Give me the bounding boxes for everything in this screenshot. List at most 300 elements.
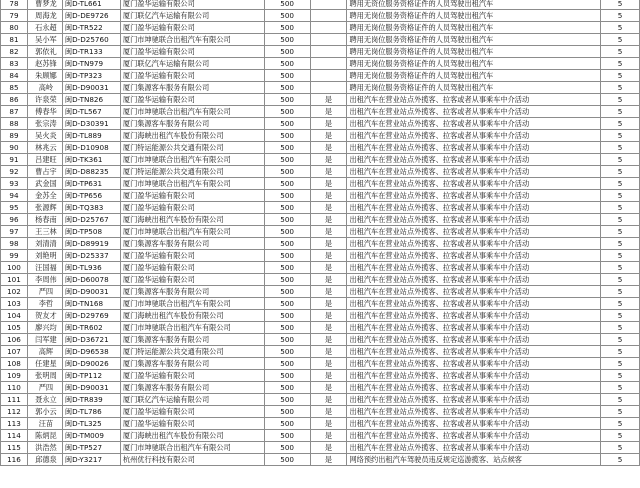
cell-violation-reason[interactable]: 聘用无岗位服务资格证件的人员驾驶出租汽车 [347,22,601,34]
cell-plate-number[interactable]: 闽D-TN979 [62,58,120,70]
cell-serial-number[interactable]: 90 [1,142,28,154]
cell-fine-amount[interactable]: 500 [264,142,310,154]
cell-company[interactable]: 厦门海峡出租汽车股份有限公司 [120,214,264,226]
cell-serial-number[interactable]: 112 [1,406,28,418]
cell-fine-amount[interactable]: 500 [264,190,310,202]
cell-violation-reason[interactable]: 出租汽车在营业站点外揽客、拉客或者从事乘车中介活动 [347,310,601,322]
cell-company[interactable]: 厦门集源客车服务有限公司 [120,118,264,130]
cell-flag[interactable]: 是 [310,202,347,214]
cell-serial-number[interactable]: 100 [1,262,28,274]
cell-driver-name[interactable]: 吕建旺 [27,154,62,166]
cell-plate-number[interactable]: 闽D-D90026 [62,358,120,370]
cell-score[interactable]: 5 [601,298,640,310]
cell-fine-amount[interactable]: 500 [264,214,310,226]
cell-driver-name[interactable]: 严四 [27,382,62,394]
cell-violation-reason[interactable]: 出租汽车在营业站点外揽客、拉客或者从事乘车中介活动 [347,406,601,418]
cell-violation-reason[interactable]: 出租汽车在营业站点外揽客、拉客或者从事乘车中介活动 [347,382,601,394]
cell-plate-number[interactable]: 闽D-TM009 [62,430,120,442]
cell-company[interactable]: 厦门市坤驰联合出租汽车有限公司 [120,442,264,454]
cell-score[interactable]: 5 [601,94,640,106]
cell-fine-amount[interactable]: 500 [264,370,310,382]
cell-flag[interactable]: 是 [310,310,347,322]
cell-score[interactable]: 5 [601,202,640,214]
cell-plate-number[interactable]: 闽D-D89919 [62,238,120,250]
cell-driver-name[interactable]: 朱顾娜 [27,70,62,82]
cell-score[interactable]: 5 [601,322,640,334]
cell-driver-name[interactable]: 张宗涛 [27,118,62,130]
cell-plate-number[interactable]: 闽D-D88235 [62,166,120,178]
cell-flag[interactable] [310,10,347,22]
cell-fine-amount[interactable]: 500 [264,274,310,286]
cell-score[interactable]: 5 [601,142,640,154]
cell-violation-reason[interactable]: 出租汽车在营业站点外揽客、拉客或者从事乘车中介活动 [347,238,601,250]
cell-driver-name[interactable]: 李哲 [27,298,62,310]
cell-violation-reason[interactable]: 出租汽车在营业站点外揽客、拉客或者从事乘车中介活动 [347,262,601,274]
cell-plate-number[interactable]: 闽D-TK361 [62,154,120,166]
cell-flag[interactable] [310,22,347,34]
cell-company[interactable]: 厦门特运能源公共交通有限公司 [120,346,264,358]
cell-company[interactable]: 厦门集源客车服务有限公司 [120,334,264,346]
cell-fine-amount[interactable]: 500 [264,22,310,34]
cell-serial-number[interactable]: 102 [1,286,28,298]
cell-fine-amount[interactable]: 500 [264,238,310,250]
cell-score[interactable]: 5 [601,34,640,46]
cell-company[interactable]: 厦门集源客车服务有限公司 [120,382,264,394]
cell-driver-name[interactable]: 石永超 [27,22,62,34]
cell-plate-number[interactable]: 闽D-Y3217 [62,454,120,466]
cell-fine-amount[interactable]: 500 [264,226,310,238]
cell-fine-amount[interactable]: 500 [264,118,310,130]
cell-company[interactable]: 厦门市坤驰联合出租汽车有限公司 [120,106,264,118]
cell-fine-amount[interactable]: 500 [264,250,310,262]
cell-score[interactable]: 5 [601,106,640,118]
cell-flag[interactable]: 是 [310,322,347,334]
cell-driver-name[interactable]: 郭依礼 [27,46,62,58]
cell-violation-reason[interactable]: 聘用无岗位服务资格证件的人员驾驶出租汽车 [347,58,601,70]
cell-fine-amount[interactable]: 500 [264,10,310,22]
cell-flag[interactable]: 是 [310,346,347,358]
cell-serial-number[interactable]: 97 [1,226,28,238]
cell-plate-number[interactable]: 闽D-TL786 [62,406,120,418]
cell-score[interactable]: 5 [601,58,640,70]
cell-plate-number[interactable]: 闽D-TP656 [62,190,120,202]
cell-driver-name[interactable]: 吴火炎 [27,130,62,142]
cell-driver-name[interactable]: 洪浩然 [27,442,62,454]
cell-company[interactable]: 厦门市坤驰联合出租汽车有限公司 [120,298,264,310]
cell-flag[interactable]: 是 [310,406,347,418]
cell-violation-reason[interactable]: 出租汽车在营业站点外揽客、拉客或者从事乘车中介活动 [347,418,601,430]
cell-flag[interactable]: 是 [310,142,347,154]
cell-violation-reason[interactable]: 出租汽车在营业站点外揽客、拉客或者从事乘车中介活动 [347,346,601,358]
cell-violation-reason[interactable]: 出租汽车在营业站点外揽客、拉客或者从事乘车中介活动 [347,106,601,118]
cell-serial-number[interactable]: 99 [1,250,28,262]
cell-score[interactable]: 5 [601,274,640,286]
cell-fine-amount[interactable]: 500 [264,322,310,334]
cell-company[interactable]: 厦门联亿汽车运输有限公司 [120,58,264,70]
cell-driver-name[interactable]: 陈炳昆 [27,430,62,442]
cell-serial-number[interactable]: 83 [1,58,28,70]
cell-driver-name[interactable]: 郭小云 [27,406,62,418]
cell-score[interactable]: 5 [601,22,640,34]
cell-company[interactable]: 厦门盈华运输有限公司 [120,0,264,10]
cell-fine-amount[interactable]: 500 [264,178,310,190]
cell-plate-number[interactable]: 闽D-TP323 [62,70,120,82]
cell-fine-amount[interactable]: 500 [264,58,310,70]
cell-flag[interactable] [310,34,347,46]
cell-plate-number[interactable]: 闽D-TL567 [62,106,120,118]
cell-score[interactable]: 5 [601,346,640,358]
cell-violation-reason[interactable]: 出租汽车在营业站点外揽客、拉客或者从事乘车中介活动 [347,130,601,142]
cell-score[interactable]: 5 [601,118,640,130]
cell-violation-reason[interactable]: 网络预约出租汽车驾驶员违反规定巡游揽客、站点候客 [347,454,601,466]
cell-violation-reason[interactable]: 出租汽车在营业站点外揽客、拉客或者从事乘车中介活动 [347,334,601,346]
cell-fine-amount[interactable]: 500 [264,166,310,178]
cell-serial-number[interactable]: 79 [1,10,28,22]
cell-score[interactable]: 5 [601,166,640,178]
cell-violation-reason[interactable]: 出租汽车在营业站点外揽客、拉客或者从事乘车中介活动 [347,358,601,370]
cell-driver-name[interactable]: 贺友才 [27,310,62,322]
cell-plate-number[interactable]: 闽D-D10908 [62,142,120,154]
cell-flag[interactable]: 是 [310,334,347,346]
cell-flag[interactable]: 是 [310,166,347,178]
cell-driver-name[interactable]: 刘艳明 [27,250,62,262]
cell-violation-reason[interactable]: 出租汽车在营业站点外揽客、拉客或者从事乘车中介活动 [347,442,601,454]
cell-plate-number[interactable]: 闽D-TR133 [62,46,120,58]
cell-score[interactable]: 5 [601,250,640,262]
cell-violation-reason[interactable]: 出租汽车在营业站点外揽客、拉客或者从事乘车中介活动 [347,214,601,226]
cell-serial-number[interactable]: 115 [1,442,28,454]
cell-driver-name[interactable]: 林兆云 [27,142,62,154]
cell-driver-name[interactable]: 李周伟 [27,274,62,286]
cell-company[interactable]: 厦门联亿汽车运输有限公司 [120,394,264,406]
cell-plate-number[interactable]: 闽D-TR522 [62,22,120,34]
cell-fine-amount[interactable]: 500 [264,334,310,346]
cell-serial-number[interactable]: 86 [1,94,28,106]
cell-serial-number[interactable]: 85 [1,82,28,94]
cell-company[interactable]: 厦门市坤驰联合出租汽车有限公司 [120,322,264,334]
cell-score[interactable]: 5 [601,262,640,274]
cell-flag[interactable] [310,82,347,94]
cell-violation-reason[interactable]: 出租汽车在营业站点外揽客、拉客或者从事乘车中介活动 [347,322,601,334]
cell-driver-name[interactable]: 邱德泉 [27,454,62,466]
cell-violation-reason[interactable]: 出租汽车在营业站点外揽客、拉客或者从事乘车中介活动 [347,118,601,130]
cell-serial-number[interactable]: 110 [1,382,28,394]
cell-violation-reason[interactable]: 出租汽车在营业站点外揽客、拉客或者从事乘车中介活动 [347,202,601,214]
cell-driver-name[interactable]: 杨春南 [27,214,62,226]
cell-fine-amount[interactable]: 500 [264,82,310,94]
cell-company[interactable]: 厦门盈华运输有限公司 [120,94,264,106]
cell-fine-amount[interactable]: 500 [264,430,310,442]
cell-serial-number[interactable]: 108 [1,358,28,370]
cell-company[interactable]: 厦门盈华运输有限公司 [120,46,264,58]
cell-fine-amount[interactable]: 500 [264,406,310,418]
cell-fine-amount[interactable]: 500 [264,382,310,394]
cell-driver-name[interactable]: 金苏全 [27,190,62,202]
cell-company[interactable]: 厦门盈华运输有限公司 [120,70,264,82]
cell-score[interactable]: 5 [601,178,640,190]
cell-serial-number[interactable]: 111 [1,394,28,406]
cell-driver-name[interactable]: 聂永立 [27,394,62,406]
cell-fine-amount[interactable]: 500 [264,358,310,370]
cell-score[interactable]: 5 [601,442,640,454]
cell-score[interactable]: 5 [601,82,640,94]
cell-serial-number[interactable]: 88 [1,118,28,130]
cell-score[interactable]: 5 [601,286,640,298]
cell-violation-reason[interactable]: 出租汽车在营业站点外揽客、拉客或者从事乘车中介活动 [347,142,601,154]
cell-serial-number[interactable]: 101 [1,274,28,286]
cell-serial-number[interactable]: 107 [1,346,28,358]
cell-company[interactable]: 厦门市坤驰联合出租汽车有限公司 [120,226,264,238]
cell-score[interactable]: 5 [601,454,640,466]
cell-company[interactable]: 厦门集源客车服务有限公司 [120,238,264,250]
cell-company[interactable]: 厦门盈华运输有限公司 [120,418,264,430]
cell-score[interactable]: 5 [601,406,640,418]
cell-plate-number[interactable]: 闽D-TP112 [62,370,120,382]
cell-driver-name[interactable]: 许泉荣 [27,94,62,106]
cell-violation-reason[interactable]: 出租汽车在营业站点外揽客、拉客或者从事乘车中介活动 [347,250,601,262]
cell-flag[interactable]: 是 [310,358,347,370]
cell-plate-number[interactable]: 闽D-D90031 [62,382,120,394]
cell-fine-amount[interactable]: 500 [264,394,310,406]
cell-score[interactable]: 5 [601,214,640,226]
cell-plate-number[interactable]: 闽D-TP508 [62,226,120,238]
cell-flag[interactable]: 是 [310,190,347,202]
cell-driver-name[interactable]: 汪国福 [27,262,62,274]
cell-serial-number[interactable]: 78 [1,0,28,10]
cell-serial-number[interactable]: 96 [1,214,28,226]
cell-fine-amount[interactable]: 500 [264,202,310,214]
cell-score[interactable]: 5 [601,130,640,142]
cell-flag[interactable]: 是 [310,394,347,406]
cell-fine-amount[interactable]: 500 [264,70,310,82]
cell-company[interactable]: 厦门盈华运输有限公司 [120,406,264,418]
cell-driver-name[interactable]: 任建星 [27,358,62,370]
cell-score[interactable]: 5 [601,190,640,202]
cell-flag[interactable]: 是 [310,454,347,466]
cell-violation-reason[interactable]: 聘用无岗位服务资格证件的人员驾驶出租汽车 [347,82,601,94]
cell-driver-name[interactable]: 王三林 [27,226,62,238]
cell-fine-amount[interactable]: 500 [264,130,310,142]
cell-score[interactable]: 5 [601,418,640,430]
cell-plate-number[interactable]: 闽D-TL889 [62,130,120,142]
cell-flag[interactable]: 是 [310,442,347,454]
cell-violation-reason[interactable]: 出租汽车在营业站点外揽客、拉客或者从事乘车中介活动 [347,154,601,166]
cell-company[interactable]: 杭州优行科技有限公司 [120,454,264,466]
cell-violation-reason[interactable]: 出租汽车在营业站点外揽客、拉客或者从事乘车中介活动 [347,178,601,190]
cell-violation-reason[interactable]: 聘用无岗位服务资格证件的人员驾驶出租汽车 [347,46,601,58]
cell-violation-reason[interactable]: 聘用无资位服务资格证件的人员驾驶出租汽车 [347,0,601,10]
cell-company[interactable]: 厦门市坤驰联合出租汽车有限公司 [120,178,264,190]
cell-fine-amount[interactable]: 500 [264,346,310,358]
cell-serial-number[interactable]: 89 [1,130,28,142]
cell-plate-number[interactable]: 闽D-TP527 [62,442,120,454]
cell-flag[interactable] [310,70,347,82]
cell-fine-amount[interactable]: 500 [264,34,310,46]
cell-flag[interactable]: 是 [310,154,347,166]
cell-driver-name[interactable]: 曹占宇 [27,166,62,178]
cell-score[interactable]: 5 [601,394,640,406]
cell-company[interactable]: 厦门集源客车服务有限公司 [120,358,264,370]
cell-serial-number[interactable]: 80 [1,22,28,34]
cell-violation-reason[interactable]: 聘用无岗位服务资格证件的人员驾驶出租汽车 [347,10,601,22]
cell-company[interactable]: 厦门海峡出租汽车股份有限公司 [120,310,264,322]
cell-flag[interactable]: 是 [310,430,347,442]
cell-flag[interactable]: 是 [310,94,347,106]
cell-driver-name[interactable]: 武金国 [27,178,62,190]
cell-serial-number[interactable]: 87 [1,106,28,118]
cell-serial-number[interactable]: 91 [1,154,28,166]
cell-driver-name[interactable]: 吴小军 [27,34,62,46]
cell-serial-number[interactable]: 81 [1,34,28,46]
cell-violation-reason[interactable]: 出租汽车在营业站点外揽客、拉客或者从事乘车中介活动 [347,430,601,442]
cell-flag[interactable]: 是 [310,226,347,238]
cell-serial-number[interactable]: 94 [1,190,28,202]
cell-plate-number[interactable]: 闽D-D90031 [62,82,120,94]
cell-company[interactable]: 厦门特运能源公共交通有限公司 [120,142,264,154]
cell-flag[interactable]: 是 [310,118,347,130]
cell-company[interactable]: 厦门特运能源公共交通有限公司 [120,166,264,178]
cell-driver-name[interactable]: 高辉 [27,346,62,358]
cell-score[interactable]: 5 [601,70,640,82]
cell-serial-number[interactable]: 84 [1,70,28,82]
cell-plate-number[interactable]: 闽D-D29769 [62,310,120,322]
cell-serial-number[interactable]: 95 [1,202,28,214]
cell-plate-number[interactable]: 闽D-D30391 [62,118,120,130]
cell-score[interactable]: 5 [601,358,640,370]
cell-violation-reason[interactable]: 出租汽车在营业站点外揽客、拉客或者从事乘车中介活动 [347,190,601,202]
cell-score[interactable]: 5 [601,10,640,22]
cell-plate-number[interactable]: 闽D-TR602 [62,322,120,334]
cell-fine-amount[interactable]: 500 [264,286,310,298]
cell-score[interactable]: 5 [601,238,640,250]
cell-flag[interactable]: 是 [310,298,347,310]
cell-plate-number[interactable]: 闽D-D25337 [62,250,120,262]
cell-company[interactable]: 厦门海峡出租汽车股份有限公司 [120,130,264,142]
cell-violation-reason[interactable]: 出租汽车在营业站点外揽客、拉客或者从事乘车中介活动 [347,286,601,298]
cell-driver-name[interactable]: 廖兴均 [27,322,62,334]
cell-company[interactable]: 厦门集源客车服务有限公司 [120,286,264,298]
cell-score[interactable]: 5 [601,334,640,346]
cell-violation-reason[interactable]: 出租汽车在营业站点外揽客、拉客或者从事乘车中介活动 [347,370,601,382]
cell-company[interactable]: 厦门盈华运输有限公司 [120,250,264,262]
cell-plate-number[interactable]: 闽D-D96538 [62,346,120,358]
cell-driver-name[interactable]: 赵苏锋 [27,58,62,70]
cell-plate-number[interactable]: 闽D-TL936 [62,262,120,274]
cell-serial-number[interactable]: 104 [1,310,28,322]
cell-score[interactable]: 5 [601,382,640,394]
cell-fine-amount[interactable]: 500 [264,454,310,466]
cell-company[interactable]: 厦门市坤驰联合出租汽车有限公司 [120,34,264,46]
cell-plate-number[interactable]: 闽D-D36721 [62,334,120,346]
cell-company[interactable]: 厦门联亿汽车运输有限公司 [120,10,264,22]
cell-serial-number[interactable]: 109 [1,370,28,382]
cell-score[interactable]: 5 [601,430,640,442]
cell-score[interactable]: 5 [601,154,640,166]
cell-plate-number[interactable]: 闽D-TQ383 [62,202,120,214]
cell-violation-reason[interactable]: 出租汽车在营业站点外揽客、拉客或者从事乘车中介活动 [347,274,601,286]
cell-plate-number[interactable]: 闽D-D25767 [62,214,120,226]
cell-violation-reason[interactable]: 出租汽车在营业站点外揽客、拉客或者从事乘车中介活动 [347,94,601,106]
cell-flag[interactable]: 是 [310,178,347,190]
cell-plate-number[interactable]: 闽D-TP631 [62,178,120,190]
cell-serial-number[interactable]: 103 [1,298,28,310]
cell-driver-name[interactable]: 汪苗 [27,418,62,430]
cell-violation-reason[interactable]: 出租汽车在营业站点外揽客、拉客或者从事乘车中介活动 [347,166,601,178]
cell-fine-amount[interactable]: 500 [264,106,310,118]
cell-company[interactable]: 厦门盈华运输有限公司 [120,22,264,34]
cell-fine-amount[interactable]: 500 [264,310,310,322]
cell-plate-number[interactable]: 闽D-TN826 [62,94,120,106]
cell-driver-name[interactable]: 张明周 [27,370,62,382]
cell-company[interactable]: 厦门市坤驰联合出租汽车有限公司 [120,154,264,166]
cell-flag[interactable]: 是 [310,250,347,262]
cell-driver-name[interactable]: 周海龙 [27,10,62,22]
cell-company[interactable]: 厦门海峡出租汽车股份有限公司 [120,430,264,442]
cell-driver-name[interactable]: 严四 [27,286,62,298]
cell-flag[interactable] [310,58,347,70]
cell-serial-number[interactable]: 116 [1,454,28,466]
cell-plate-number[interactable]: 闽D-TN168 [62,298,120,310]
cell-company[interactable]: 厦门集源客车服务有限公司 [120,82,264,94]
cell-plate-number[interactable]: 闽D-D60078 [62,274,120,286]
cell-plate-number[interactable]: 闽D-D25760 [62,34,120,46]
cell-plate-number[interactable]: 闽D-TR839 [62,394,120,406]
cell-serial-number[interactable]: 93 [1,178,28,190]
cell-fine-amount[interactable]: 500 [264,442,310,454]
cell-flag[interactable]: 是 [310,106,347,118]
cell-violation-reason[interactable]: 出租汽车在营业站点外揽客、拉客或者从事乘车中介活动 [347,298,601,310]
cell-fine-amount[interactable]: 500 [264,94,310,106]
cell-serial-number[interactable]: 92 [1,166,28,178]
cell-flag[interactable]: 是 [310,418,347,430]
cell-fine-amount[interactable]: 500 [264,298,310,310]
cell-serial-number[interactable]: 82 [1,46,28,58]
cell-violation-reason[interactable]: 出租汽车在营业站点外揽客、拉客或者从事乘车中介活动 [347,226,601,238]
cell-flag[interactable] [310,0,347,10]
cell-flag[interactable]: 是 [310,238,347,250]
cell-company[interactable]: 厦门盈华运输有限公司 [120,262,264,274]
cell-serial-number[interactable]: 113 [1,418,28,430]
cell-driver-name[interactable]: 高岭 [27,82,62,94]
cell-score[interactable]: 5 [601,226,640,238]
cell-driver-name[interactable]: 张源辉 [27,202,62,214]
cell-flag[interactable]: 是 [310,274,347,286]
cell-flag[interactable]: 是 [310,286,347,298]
cell-flag[interactable]: 是 [310,382,347,394]
cell-driver-name[interactable]: 傅春华 [27,106,62,118]
cell-serial-number[interactable]: 105 [1,322,28,334]
cell-company[interactable]: 厦门盈华运输有限公司 [120,274,264,286]
cell-violation-reason[interactable]: 聘用无岗位服务资格证件的人员驾驶出租汽车 [347,70,601,82]
cell-serial-number[interactable]: 98 [1,238,28,250]
cell-fine-amount[interactable]: 500 [264,418,310,430]
cell-flag[interactable]: 是 [310,262,347,274]
cell-fine-amount[interactable]: 500 [264,0,310,10]
cell-violation-reason[interactable]: 出租汽车在营业站点外揽客、拉客或者从事乘车中介活动 [347,394,601,406]
cell-driver-name[interactable]: 曹梦龙 [27,0,62,10]
cell-fine-amount[interactable]: 500 [264,46,310,58]
cell-plate-number[interactable]: 闽D-TL661 [62,0,120,10]
cell-flag[interactable] [310,46,347,58]
cell-company[interactable]: 厦门盈华运输有限公司 [120,190,264,202]
cell-plate-number[interactable]: 闽D-TL325 [62,418,120,430]
cell-flag[interactable]: 是 [310,214,347,226]
cell-company[interactable]: 厦门盈华运输有限公司 [120,202,264,214]
cell-score[interactable]: 5 [601,46,640,58]
cell-plate-number[interactable]: 闽D-D90031 [62,286,120,298]
cell-fine-amount[interactable]: 500 [264,154,310,166]
cell-flag[interactable]: 是 [310,370,347,382]
